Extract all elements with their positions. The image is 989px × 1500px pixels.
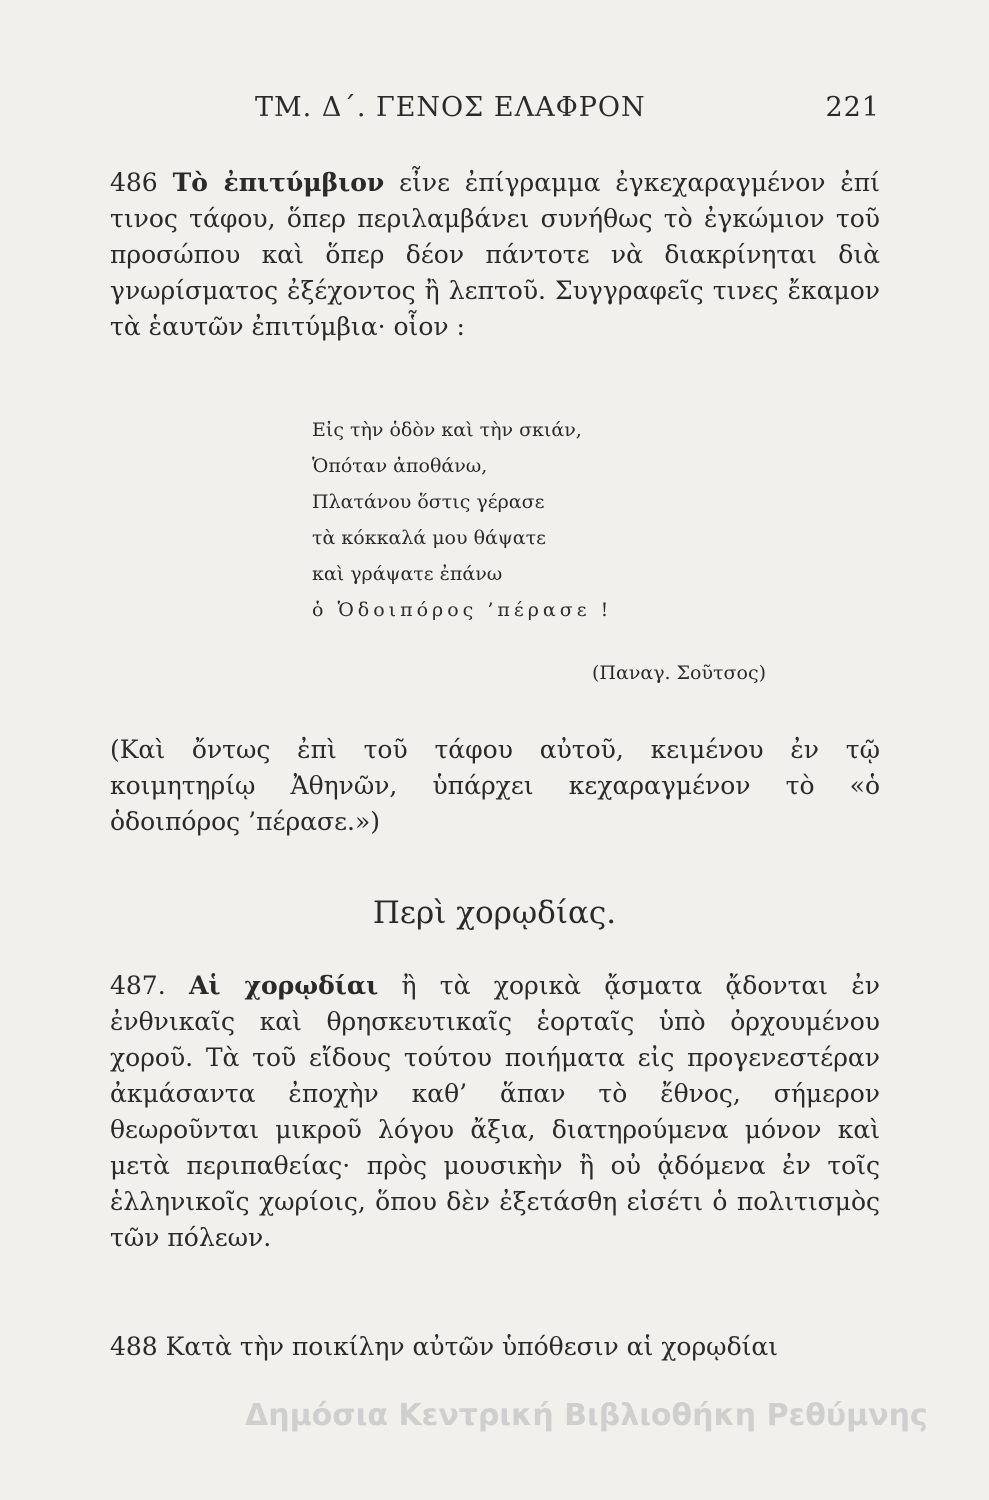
paragraph-number: 488 <box>110 1332 158 1361</box>
library-watermark: Δημόσια Κεντρική Βιβλιοθήκη Ρεθύμνης <box>245 1398 928 1433</box>
section-heading: Περὶ χορῳδίας. <box>372 895 617 931</box>
editorial-note: (Καὶ ὄντως ἐπὶ τοῦ τάφου αὐτοῦ, κειμένου ἐν τῷ κοιμητηρίῳ Ἀθηνῶν, ὑπάρχει κεχαραγμένον τὸ «ὁ ὁδοιπόρος ’πέρασε.») <box>110 735 880 836</box>
paragraph-lead-term: Αἱ χορῳδίαι <box>188 971 379 1000</box>
paragraph-text: εἶνε ἐπίγραμμα ἐγκεχαραγμένον ἐπί τινος τάφου, ὅπερ περιλαμβάνει συνήθως τὸ ἐγκώμιον τοῦ προσώπου καὶ ὅπερ δέον πάντοτε νὰ διακρίνηται διὰ γνωρίσματος ἐξέχοντος ἢ λεπτοῦ. Συγγραφεῖς τινες ἔκαμον τὰ ἑαυτῶν ἐπιτύμβια· οἷον : <box>110 168 880 341</box>
epitaph-poem <box>312 412 782 628</box>
poem-attribution: (Παναγ. Σοῦτσος) <box>592 662 767 684</box>
poem-line: Εἰς τὴν ὁδὸν καὶ τὴν σκιάν, <box>312 419 582 441</box>
paragraph-487 <box>110 968 880 1256</box>
poem-line: τὰ κόκκαλά μου θάψατε <box>312 527 546 549</box>
poem-line: Ὁπόταν ἀποθάνω, <box>312 455 488 477</box>
paragraph-488 <box>110 1329 880 1365</box>
running-title: ΤΜ. Δ΄. ΓΕΝΟΣ ΕΛΑΦΡΟΝ <box>255 92 646 123</box>
paragraph-486 <box>110 165 880 345</box>
poem-line: καὶ γράψατε ἐπάνω <box>312 563 503 585</box>
paragraph-lead-term: Τὸ ἐπιτύμβιον <box>172 168 385 197</box>
paragraph-number: 487. <box>110 971 166 1000</box>
paragraph-text: ἢ τὰ χορικὰ ᾄσματα ᾄδονται ἐν ἐνθνικαῖς καὶ θρησκευτικαῖς ἑορταῖς ὑπὸ ὀρχουμένου χοροῦ. Τὰ τοῦ εἴδους τούτου ποιήματα εἰς προγενεστέραν ἀκμάσαντα ἐποχὴν καθ’ ἅπαν τὸ ἔθνος, σήμερον θεωροῦνται μικροῦ λόγου ἄξια, διατηρούμενα μόνον καὶ μετὰ περιπαθείας· πρὸς μουσικὴν ἢ οὐ ᾀδόμενα ἐν τοῖς ἑλληνικοῖς χωρίοις, ὅπου δὲν ἐξετάσθη εἰσέτι ὁ πολιτισμὸς τῶν πόλεων. <box>110 971 881 1252</box>
poem-line: Πλατάνου ὅστις γέρασε <box>312 491 545 513</box>
page-number: 221 <box>825 92 880 123</box>
poem-line: ὁ Ὁδοιπόρος ’πέρασε ! <box>312 599 613 621</box>
paragraph-text: Κατὰ τὴν ποικίλην αὐτῶν ὑπόθεσιν αἱ χορῳδίαι <box>157 1332 779 1361</box>
paragraph-number: 486 <box>110 168 158 197</box>
